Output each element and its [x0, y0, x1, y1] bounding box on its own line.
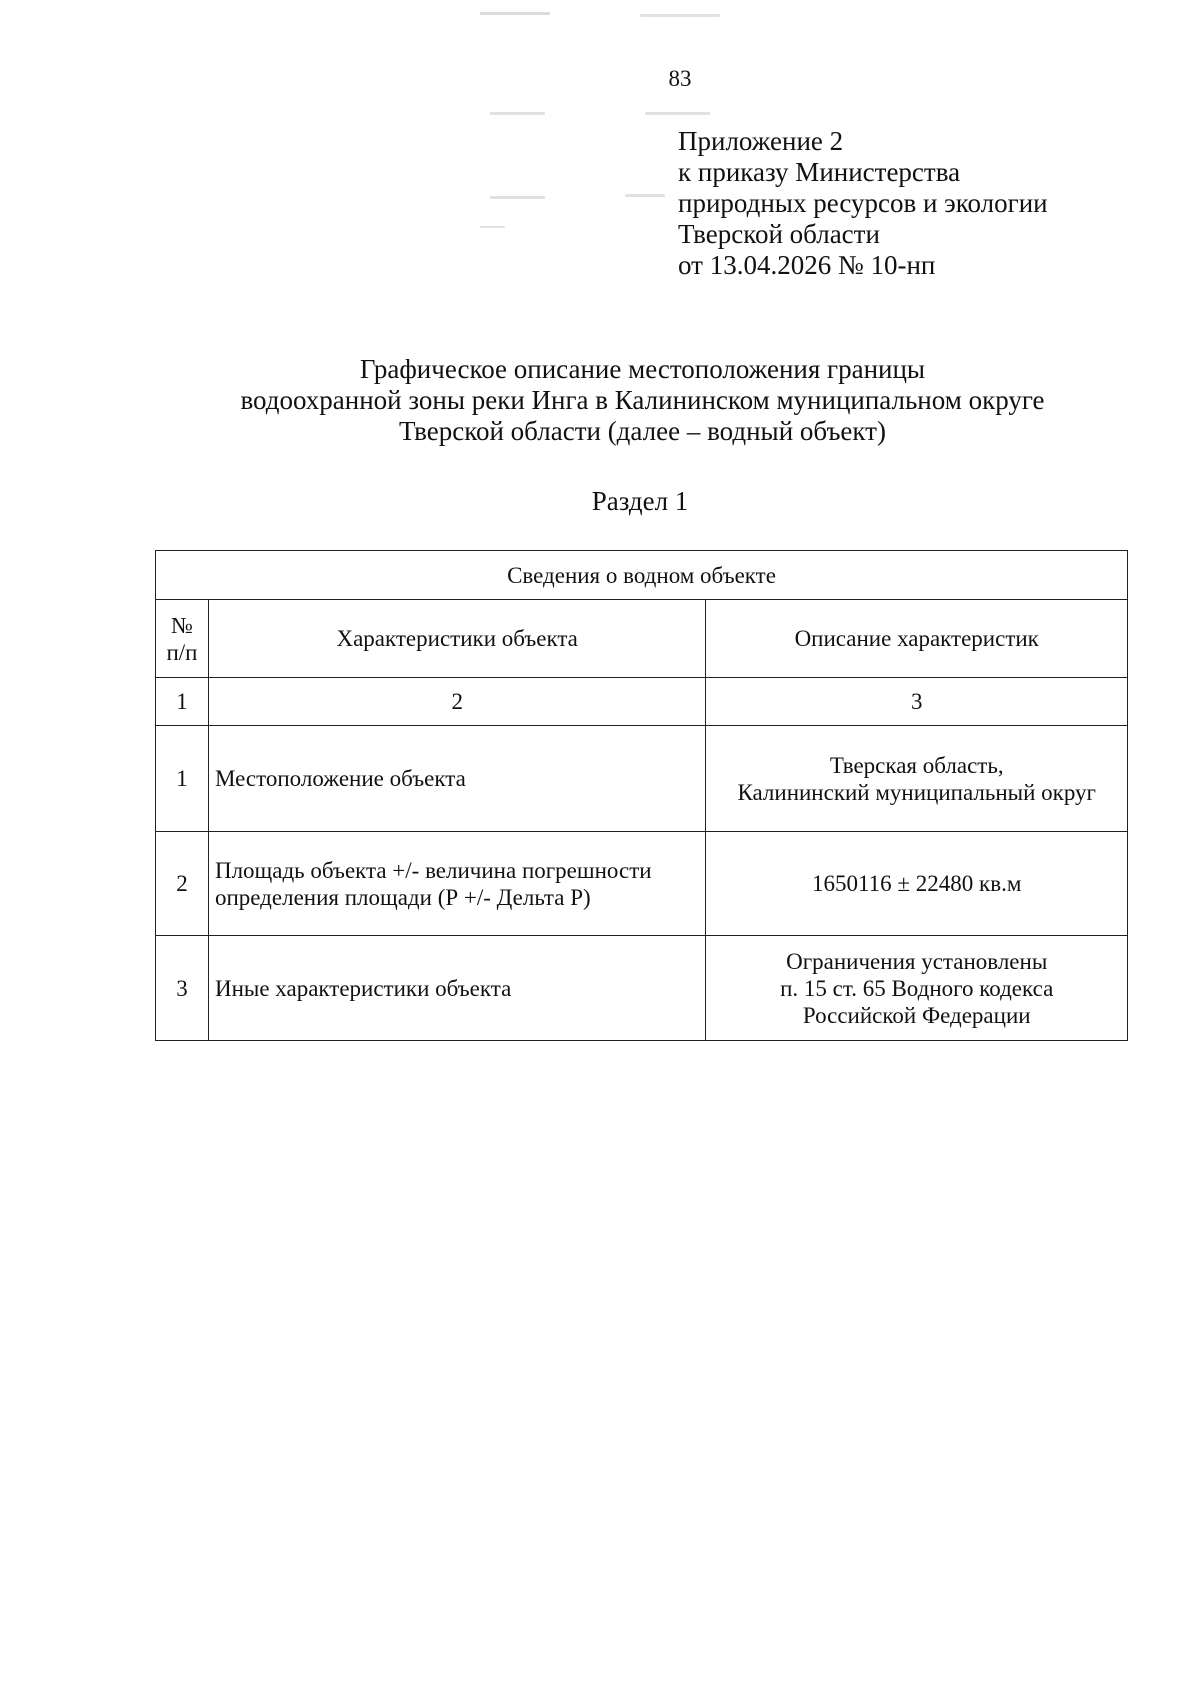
row-description [706, 832, 1128, 936]
characteristic-line: определения площади (Р +/- Дельта Р) [214, 884, 591, 910]
column-number: 2 [208, 678, 705, 726]
row-number: 1 [156, 726, 209, 832]
scan-artifact [640, 14, 720, 17]
description-line: Ограничения установлены [786, 948, 1048, 974]
appendix-line: природных ресурсов и экологии [678, 188, 1048, 218]
table-caption-row [156, 551, 1128, 600]
table-row [156, 832, 1128, 936]
appendix-line: Тверской области [678, 219, 880, 249]
row-number: 2 [156, 832, 209, 936]
section-heading: Раздел 1 [591, 486, 689, 516]
page-number: 83 [668, 66, 692, 91]
scan-artifact [490, 196, 545, 199]
header-number-cell [156, 600, 209, 678]
table-header-row [156, 600, 1128, 678]
row-number: 3 [156, 936, 209, 1041]
header-number-abbr: п/п [166, 639, 198, 665]
scan-artifact [490, 112, 545, 115]
scan-artifact [645, 112, 710, 115]
title-line: Тверской области (далее – водный объект) [399, 416, 886, 446]
description-line: п. 15 ст. 65 Водного кодекса [780, 975, 1054, 1001]
row-characteristic [208, 936, 705, 1041]
description-line: 1650116 ± 22480 кв.м [812, 871, 1022, 896]
characteristic-line: Местоположение объекта [214, 766, 466, 791]
characteristic-line: Иные характеристики объекта [214, 975, 512, 1001]
row-characteristic [208, 726, 705, 832]
scan-artifact [480, 226, 505, 228]
title-line: водоохранной зоны реки Инга в Калининском муниципальном округе [240, 385, 1045, 415]
row-description [706, 726, 1128, 832]
description-line: Тверская область, [829, 752, 1004, 778]
header-description: Описание характеристик [706, 600, 1128, 678]
column-number: 3 [706, 678, 1128, 726]
column-number: 1 [156, 678, 209, 726]
header-number-symbol: № [171, 612, 193, 638]
table-row [156, 726, 1128, 832]
appendix-line: Приложение 2 [678, 126, 844, 156]
table-caption: Сведения о водном объекте [156, 551, 1128, 600]
header-characteristic: Характеристики объекта [208, 600, 705, 678]
row-characteristic [208, 832, 705, 936]
scan-artifact [625, 194, 665, 197]
column-number-row [156, 678, 1128, 726]
document-title [0, 354, 1200, 447]
appendix-line: от 13.04.2026 № 10-нп [678, 250, 936, 280]
row-description [706, 936, 1128, 1041]
table-row [156, 936, 1128, 1041]
scan-artifact [480, 12, 550, 15]
description-line: Калининский муниципальный округ [737, 779, 1096, 805]
water-object-info-table [155, 550, 1128, 1041]
description-line: Российской Федерации [802, 1002, 1031, 1028]
appendix-line: к приказу Министерства [678, 157, 961, 187]
characteristic-line: Площадь объекта +/- величина погрешности [214, 857, 652, 883]
appendix-block [678, 126, 1048, 281]
title-line: Графическое описание местоположения границы [359, 354, 926, 384]
